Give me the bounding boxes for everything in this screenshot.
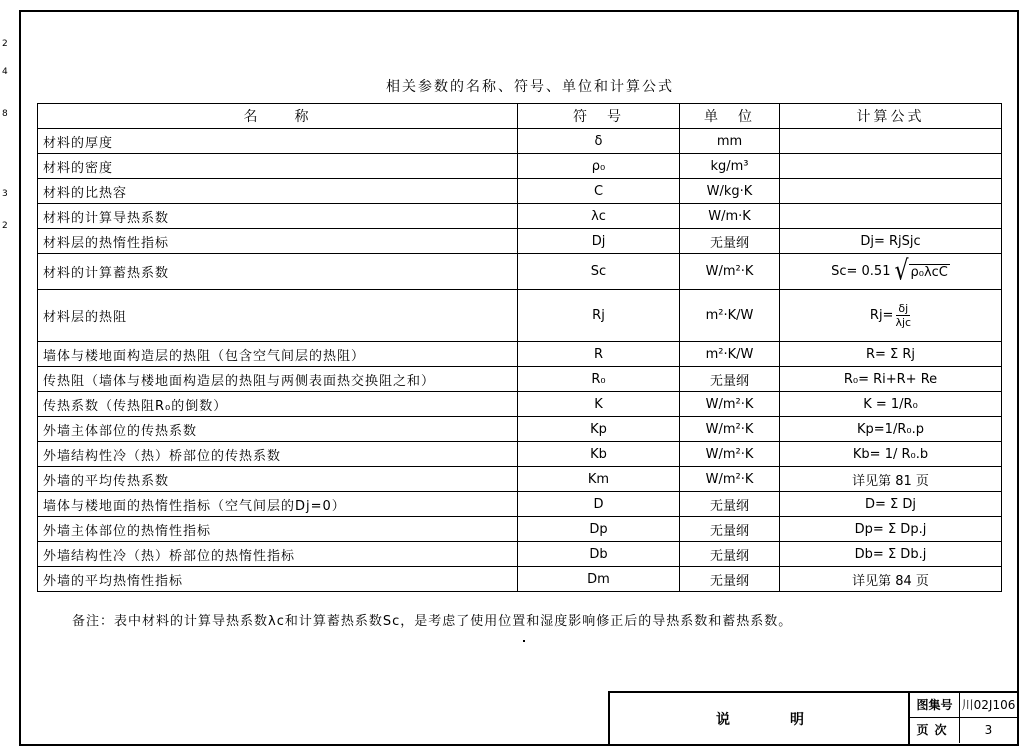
param-name: 墙体与楼地面构造层的热阻（包含空气间层的热阻） bbox=[38, 342, 518, 367]
param-name: 外墙主体部位的热惰性指标 bbox=[38, 517, 518, 542]
formula-prefix: Rj= bbox=[869, 308, 894, 323]
drawing-title: 说明 bbox=[716, 712, 864, 728]
edge-mark: 4 bbox=[2, 67, 8, 77]
param-symbol: Dj bbox=[518, 229, 680, 254]
param-unit: kg/m³ bbox=[680, 154, 780, 179]
param-name: 外墙的平均传热系数 bbox=[38, 467, 518, 492]
edge-mark: 8 bbox=[2, 109, 8, 119]
left-edge-marks bbox=[0, 40, 14, 240]
formula-radicand: ρ₀λcC bbox=[910, 264, 948, 280]
param-unit: 无量纲 bbox=[680, 567, 780, 592]
table-row bbox=[38, 154, 1002, 179]
drawing-title-cell bbox=[610, 693, 910, 746]
param-name: 材料的厚度 bbox=[38, 129, 518, 154]
table-row bbox=[38, 367, 1002, 392]
header-unit: 单 位 bbox=[680, 104, 780, 129]
param-symbol: λc bbox=[518, 204, 680, 229]
param-name: 外墙主体部位的传热系数 bbox=[38, 417, 518, 442]
param-symbol: Kp bbox=[518, 417, 680, 442]
param-unit: W/m²·K bbox=[680, 442, 780, 467]
parameters-table bbox=[37, 103, 1002, 592]
param-symbol: ρ₀ bbox=[518, 154, 680, 179]
param-unit: W/m·K bbox=[680, 204, 780, 229]
table-row bbox=[38, 492, 1002, 517]
param-symbol: Dm bbox=[518, 567, 680, 592]
param-symbol: Kb bbox=[518, 442, 680, 467]
table-row bbox=[38, 442, 1002, 467]
param-symbol: C bbox=[518, 179, 680, 204]
param-formula bbox=[780, 154, 1002, 179]
sqrt-sign-icon: √ bbox=[894, 255, 909, 287]
param-formula bbox=[780, 129, 1002, 154]
formula-fraction bbox=[895, 302, 911, 329]
param-name: 外墙结构性冷（热）桥部位的传热系数 bbox=[38, 442, 518, 467]
param-name: 墙体与楼地面的热惰性指标（空气间层的Dj=0） bbox=[38, 492, 518, 517]
table-row bbox=[38, 567, 1002, 592]
fraction-numerator: δj bbox=[898, 302, 909, 315]
formula-prefix: Sc= 0.51 bbox=[831, 264, 891, 279]
table-row bbox=[38, 392, 1002, 417]
param-unit: W/kg·K bbox=[680, 179, 780, 204]
param-symbol: D bbox=[518, 492, 680, 517]
param-formula bbox=[780, 254, 1002, 290]
param-name: 材料层的热阻 bbox=[38, 290, 518, 342]
table-row bbox=[38, 129, 1002, 154]
fraction-denominator: λjc bbox=[895, 316, 912, 329]
table-row bbox=[38, 204, 1002, 229]
param-unit: 无量纲 bbox=[680, 492, 780, 517]
header-name: 名 称 bbox=[38, 104, 518, 129]
table-row bbox=[38, 290, 1002, 342]
edge-mark: 2 bbox=[2, 39, 8, 49]
atlas-label: 图集号 bbox=[910, 693, 960, 718]
param-name: 传热系数（传热阻R₀的倒数） bbox=[38, 392, 518, 417]
param-formula bbox=[780, 204, 1002, 229]
param-name: 外墙结构性冷（热）桥部位的热惰性指标 bbox=[38, 542, 518, 567]
table-row bbox=[38, 542, 1002, 567]
param-symbol: R bbox=[518, 342, 680, 367]
param-unit: W/m²·K bbox=[680, 417, 780, 442]
table-row bbox=[38, 342, 1002, 367]
param-formula: 详见第 84 页 bbox=[780, 567, 1002, 592]
param-symbol: Dp bbox=[518, 517, 680, 542]
param-symbol: Rj bbox=[518, 290, 680, 342]
param-formula: Dj= RjSjc bbox=[780, 229, 1002, 254]
param-unit: mm bbox=[680, 129, 780, 154]
param-formula: R= Σ Rj bbox=[780, 342, 1002, 367]
footnote: 备注：表中材料的计算导热系数λc和计算蓄热系数Sc，是考虑了使用位置和湿度影响修正后的导热系数和蓄热系数。 bbox=[72, 614, 793, 629]
header-formula: 计算公式 bbox=[780, 104, 1002, 129]
param-unit: 无量纲 bbox=[680, 229, 780, 254]
param-formula: Db= Σ Db.j bbox=[780, 542, 1002, 567]
param-name: 材料的比热容 bbox=[38, 179, 518, 204]
param-unit: 无量纲 bbox=[680, 517, 780, 542]
param-unit: 无量纲 bbox=[680, 367, 780, 392]
param-name: 材料的计算蓄热系数 bbox=[38, 254, 518, 290]
sqrt-expression bbox=[894, 255, 949, 287]
param-formula: Kp=1/R₀.p bbox=[780, 417, 1002, 442]
atlas-number: 川02J106 bbox=[960, 693, 1017, 718]
param-formula: K = 1/R₀ bbox=[780, 392, 1002, 417]
param-formula: D= Σ Dj bbox=[780, 492, 1002, 517]
param-formula bbox=[780, 179, 1002, 204]
table-row bbox=[38, 467, 1002, 492]
param-unit: 无量纲 bbox=[680, 542, 780, 567]
stray-dot bbox=[523, 640, 525, 642]
table-row bbox=[38, 229, 1002, 254]
table-title: 相关参数的名称、符号、单位和计算公式 bbox=[386, 79, 674, 95]
param-symbol: Sc bbox=[518, 254, 680, 290]
table-row bbox=[38, 417, 1002, 442]
page-label: 页次 bbox=[910, 718, 960, 743]
param-name: 外墙的平均热惰性指标 bbox=[38, 567, 518, 592]
edge-mark: 2 bbox=[2, 221, 8, 231]
param-formula: Kb= 1/ R₀.b bbox=[780, 442, 1002, 467]
param-unit: W/m²·K bbox=[680, 467, 780, 492]
table-row bbox=[38, 179, 1002, 204]
param-name: 材料层的热惰性指标 bbox=[38, 229, 518, 254]
param-unit: W/m²·K bbox=[680, 254, 780, 290]
param-formula: Dp= Σ Dp.j bbox=[780, 517, 1002, 542]
param-symbol: Km bbox=[518, 467, 680, 492]
edge-mark: 3 bbox=[2, 189, 8, 199]
param-symbol: K bbox=[518, 392, 680, 417]
param-unit: m²·K/W bbox=[680, 342, 780, 367]
param-name: 材料的密度 bbox=[38, 154, 518, 179]
param-symbol: δ bbox=[518, 129, 680, 154]
param-formula: R₀= Ri+R+ Re bbox=[780, 367, 1002, 392]
param-symbol: R₀ bbox=[518, 367, 680, 392]
param-unit: W/m²·K bbox=[680, 392, 780, 417]
param-name: 传热阻（墙体与楼地面构造层的热阻与两侧表面热交换阻之和） bbox=[38, 367, 518, 392]
param-unit: m²·K/W bbox=[680, 290, 780, 342]
title-block bbox=[608, 691, 1019, 746]
table-row bbox=[38, 254, 1002, 290]
table-header-row bbox=[38, 104, 1002, 129]
page-number: 3 bbox=[984, 723, 993, 737]
header-symbol: 符 号 bbox=[518, 104, 680, 129]
param-formula bbox=[780, 290, 1002, 342]
table-row bbox=[38, 517, 1002, 542]
param-name: 材料的计算导热系数 bbox=[38, 204, 518, 229]
param-symbol: Db bbox=[518, 542, 680, 567]
param-formula: 详见第 81 页 bbox=[780, 467, 1002, 492]
